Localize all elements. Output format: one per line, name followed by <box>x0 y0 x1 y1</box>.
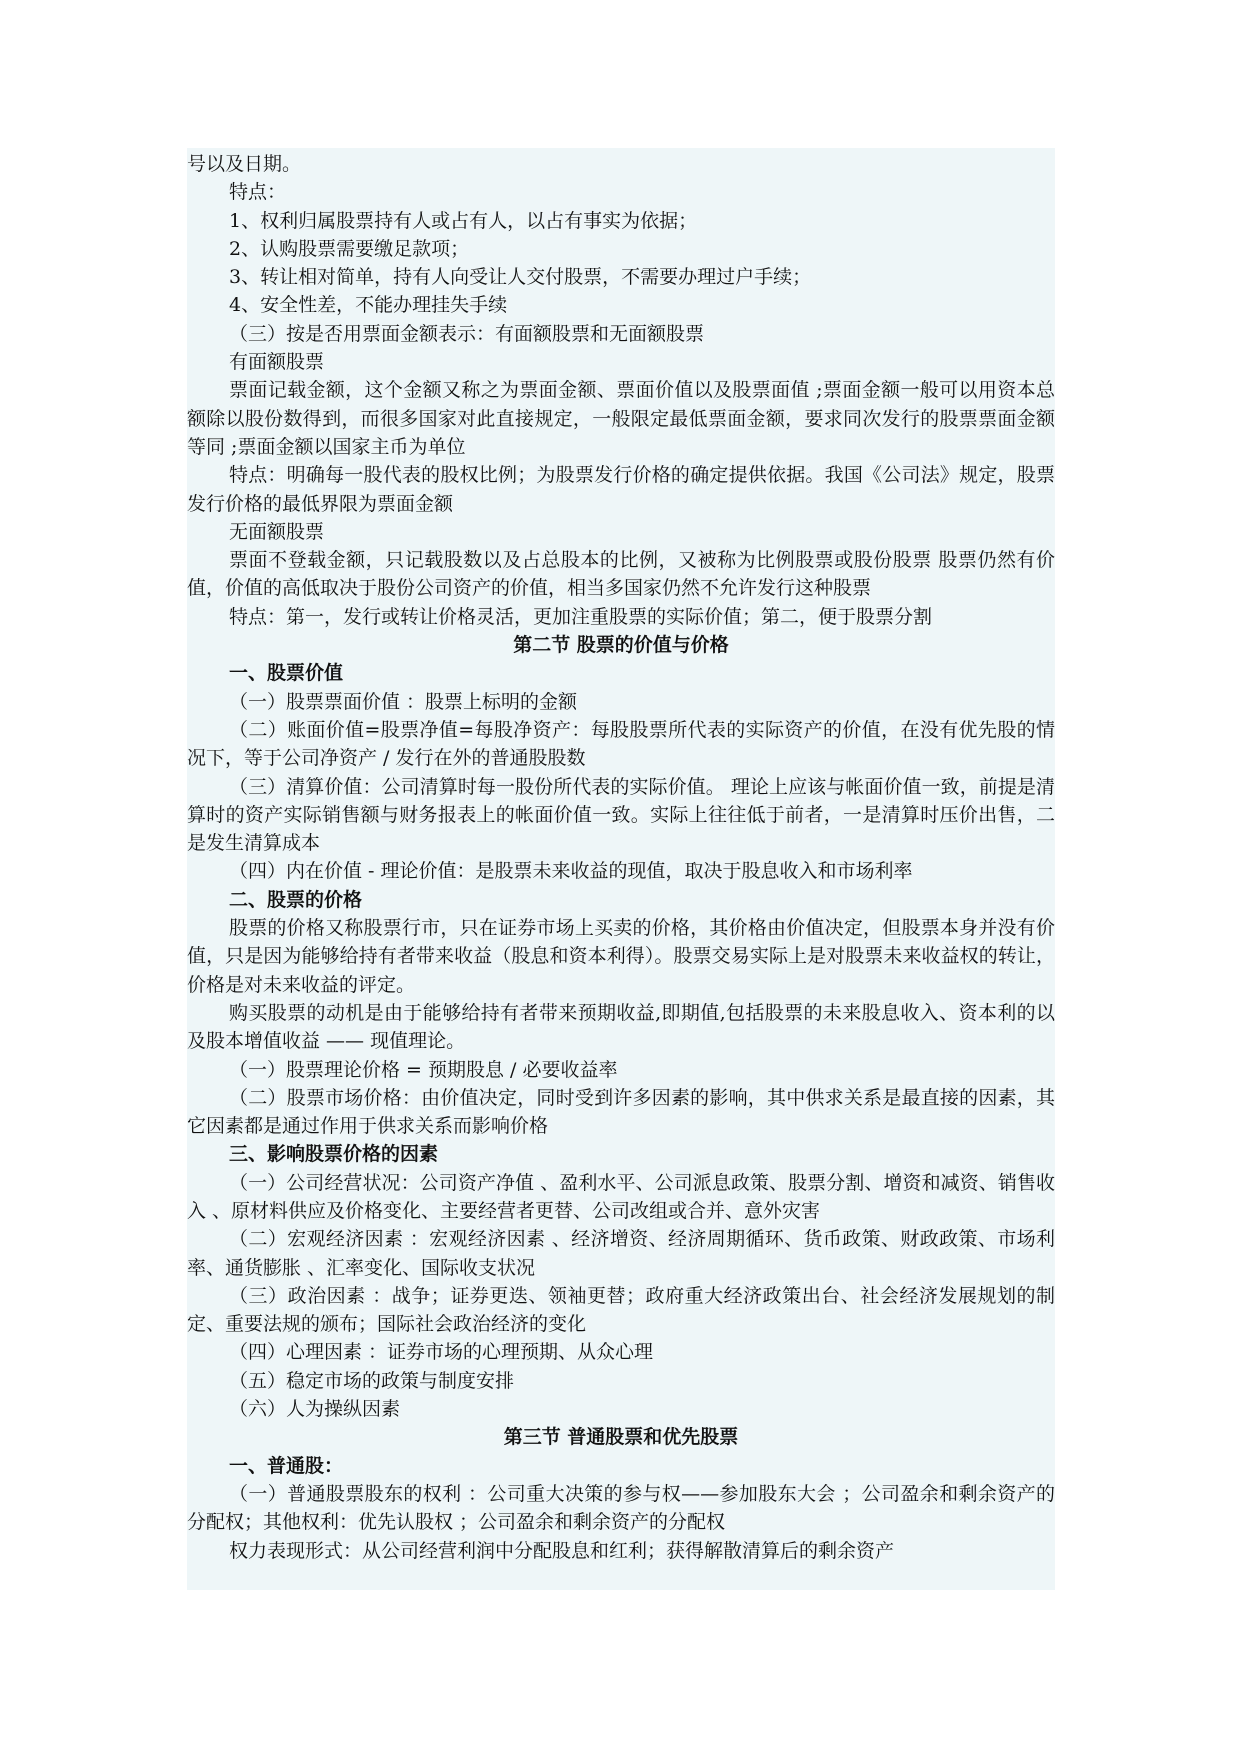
paragraph: 特点：第一，发行或转让价格灵活，更加注重股票的实际价值；第二，便于股票分割 <box>229 605 933 628</box>
paragraph: 4、安全性差，不能办理挂失手续 <box>229 294 508 317</box>
paragraph: （四）心理因素 ：证券市场的心理预期、从众心理 <box>229 1341 654 1364</box>
paragraph: 无面额股票 <box>229 520 325 543</box>
paragraph: 2、认购股票需要缴足款项； <box>229 237 470 260</box>
paragraph: 有面额股票 <box>229 351 325 374</box>
paragraph: （二）宏观经济因素 ：宏观经济因素 、经济增资、经济周期循环、货币政策、财政政策、市场利率、通货膨胀 、汇率变化、国际收支状况 <box>187 1228 1055 1279</box>
subsection-heading: 一、普通股： <box>229 1454 344 1477</box>
document-body <box>187 150 1055 1565</box>
paragraph: （一）股票理论价格 = 预期股息 / 必要收益率 <box>229 1058 618 1081</box>
paragraph: （六）人为操纵因素 <box>229 1398 401 1421</box>
paragraph: 股票的价格又称股票行市，只在证券市场上买卖的价格，其价格由价值决定，但股票本身并没有价值，只是因为能够给持有者带来收益（股息和资本利得）。股票交易实际上是对股票未来收益权的转让，价格是对未来收益的评定。 <box>187 917 1055 996</box>
subsection-heading: 三、影响股票价格的因素 <box>229 1143 439 1166</box>
paragraph: （三）清算价值：公司清算时每一股份所代表的实际价值。 理论上应该与帐面价值一致，前提是清算时的资产实际销售额与财务报表上的帐面价值一致。实际上往往低于前者，一是清算时压价出售，二是发生清算成本 <box>187 775 1055 855</box>
paragraph: （一）股票票面价值 ：股票上标明的金额 <box>229 690 578 713</box>
paragraph: （一）普通股票股东的权利 ：公司重大决策的参与权——参加股东大会 ；公司盈余和剩余资产的分配权；其他权利：优先认股权 ；公司盈余和剩余资产的分配权 <box>187 1482 1055 1534</box>
paragraph: 1、权利归属股票持有人或占有人，以占有事实为依据； <box>229 209 698 232</box>
paragraph: （一）公司经营状况：公司资产净值 、盈利水平、公司派息政策、股票分割、增资和减资、销售收入 、原材料供应及价格变化、主要经营者更替、公司改组或合并、意外灾害 <box>187 1171 1055 1222</box>
paragraph: （三）按是否用票面金额表示：有面额股票和无面额股票 <box>229 322 705 345</box>
paragraph: （三）政治因素 ：战争；证券更迭、领袖更替；政府重大经济政策出台、社会经济发展规划的制定、重要法规的颁布；国际社会政治经济的变化 <box>187 1284 1055 1336</box>
paragraph: 号以及日期。 <box>187 153 302 175</box>
section-title: 第三节 普通股票和优先股票 <box>503 1426 739 1449</box>
subsection-heading: 二、股票的价格 <box>229 888 363 911</box>
paragraph: 权力表现形式：从公司经营利润中分配股息和红利；获得解散清算后的剩余资产 <box>229 1539 895 1562</box>
subsection-heading: 一、股票价值 <box>229 662 344 685</box>
paragraph: 特点： <box>229 181 287 204</box>
paragraph: 票面不登载金额，只记载股数以及占总股本的比例，又被称为比例股票或股份股票 股票仍然有价值，价值的高低取决于股份公司资产的价值，相当多国家仍然不允许发行这种股票 <box>187 549 1055 600</box>
paragraph: 购买股票的动机是由于能够给持有者带来预期收益,即期值,包括股票的未来股息收入、资本利的以及股本增值收益 —— 现值理论。 <box>187 1001 1055 1053</box>
paragraph: （五）稳定市场的政策与制度安排 <box>229 1369 515 1392</box>
paragraph: （二）账面价值=股票净值=每股净资产：每股股票所代表的实际资产的价值，在没有优先股的情况下，等于公司净资产 / 发行在外的普通股股数 <box>187 718 1055 770</box>
paragraph: 3、转让相对简单，持有人向受让人交付股票，不需要办理过户手续； <box>229 266 812 289</box>
paragraph: 票面记载金额，这个金额又称之为票面金额、票面价值以及股票面值 ;票面金额一般可以用资本总额除以股份数得到，而很多国家对此直接规定，一般限定最低票面金额，要求同次发行的股票票面金额等同 ;票面金额以国家主币为单位 <box>187 379 1055 458</box>
paragraph: 特点：明确每一股代表的股权比例；为股票发行价格的确定提供依据。我国《公司法》规定，股票发行价格的最低界限为票面金额 <box>187 464 1055 515</box>
section-title: 第二节 股票的价值与价格 <box>513 634 729 657</box>
paragraph: （四）内在价值 - 理论价值：是股票未来收益的现值，取决于股息收入和市场利率 <box>229 860 913 883</box>
paragraph: （二）股票市场价格：由价值决定，同时受到许多因素的影响，其中供求关系是最直接的因素，其它因素都是通过作用于供求关系而影响价格 <box>187 1086 1055 1138</box>
